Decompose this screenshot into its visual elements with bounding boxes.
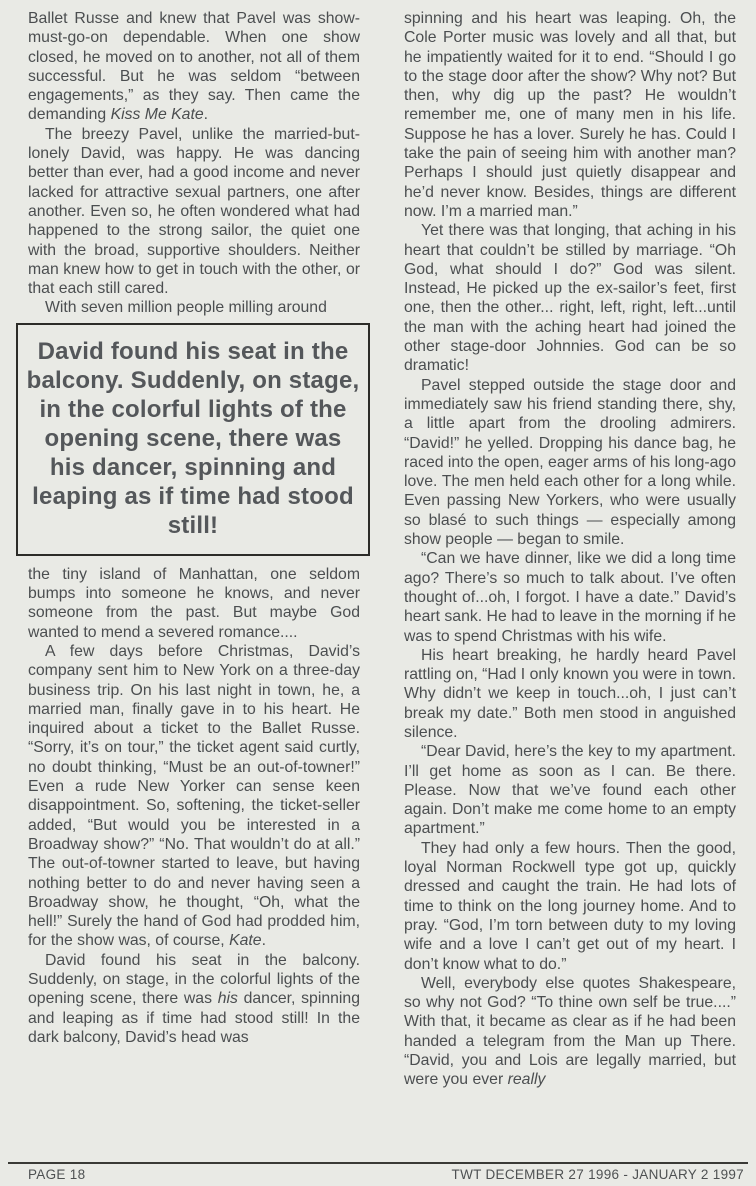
paragraph: the tiny island of Manhattan, one seldom bumps into someone he knows, and never someone from the past. But maybe God wanted to mend a severed romance.... [28, 565, 360, 641]
paragraph: spinning and his heart was leaping. Oh, the Cole Porter music was lovely and all that, but he impatiently waited for it to end. “Should I go to the stage door after the show? Why not? But then, why dig up the past? He wouldn’t remember me, one of many men in his life. Suppose he has a lover. Surely he has. Could I take the pain of seeing him with another man? Perhaps I should just quietly disappear and he’d never know. Besides, things are different now. I’m a married man.” [404, 10, 736, 220]
pull-quote-box [16, 323, 370, 556]
paragraph: They had only a few hours. Then the good, loyal Norman Rockwell type got up, quickly dressed and caught the train. He had lots of time to think on the long journey home. And to pray. “God, I’m torn between duty to my loving wife and a love I can’t get out of my heart. I don’t know what to do.” [404, 839, 736, 973]
paragraph: Yet there was that longing, that aching in his heart that couldn’t be stilled by marriage. “Oh God, what should I do?” God was silent. Instead, He picked up the ex-sailor’s feet, first one, then the other... right, left, right, left...until the man with the aching heart had joined the other stage-door Johnnies. God can be so dramatic! [404, 222, 736, 375]
paragraph: Ballet Russe and knew that Pavel was show-must-go-on dependable. When one show closed, he moved on to another, not all of them successful. But he was seldom “between engagements,” as they say. Then came the demanding Kiss Me Kate. [28, 10, 360, 124]
paragraph: “Dear David, here’s the key to my apartment. I’ll get home as soon as I can. Be there. Please. Now that we’ve found each other again. Don’t make me come home to an empty apartment.” [404, 743, 736, 838]
right-column [404, 9, 736, 1090]
left-column [28, 9, 360, 1090]
issue-date: TWT DECEMBER 27 1996 - JANUARY 2 1997 [451, 1167, 744, 1182]
paragraph: With seven million people milling around [45, 299, 327, 317]
page-footer [8, 1162, 748, 1182]
paragraph: David found his seat in the balcony. Suddenly, on stage, in the colorful lights of the opening scene, there was his dancer, spinning and leaping as if time had stood still! In the dark balcony, David’s head was [28, 951, 360, 1046]
paragraph: Well, everybody else quotes Shakespeare, so why not God? “To thine own self be true....” With that, it became as clear as if he had been handed a telegram from the Man up There. “David, you and Lois are legally married, but were you ever really [404, 974, 736, 1089]
pull-quote-text: David found his seat in the balcony. Suddenly, on stage, in the colorful lights of the opening scene, there was his dancer, spinning and leaping as if time had stood still! [26, 337, 360, 539]
paragraph: The breezy Pavel, unlike the married-but-lonely David, was happy. He was dancing better than ever, had a good income and never lacked for attractive sexual partners, one after another. Even so, he often wondered what had happened to the strong sailor, the quiet one with the broad, supportive shoulders. Neither man knew how to get in touch with the other, or that each still cared. [28, 125, 360, 298]
paragraph: A few days before Christmas, David’s company sent him to New York on a three-day business trip. On his last night in town, he, a married man, finally gave in to his heart. He inquired about a ticket to the Ballet Russe. “Sorry, it’s on tour,” the ticket agent said curtly, no doubt thinking, “Must be an out-of-towner!” Even a rude New Yorker can sense keen disappointment. So, softening, the ticket-seller added, “But would you be interested in a Broadway show?” “No. That wouldn’t do at all.” The out-of-towner started to leave, but having nothing better to do and never having seen a Broadway show, he thought, “Oh, what the hell!” Surely the hand of God had prodded him, for the show was, of course, Kate. [28, 642, 360, 950]
paragraph: His heart breaking, he hardly heard Pavel rattling on, “Had I only known you were in town. Why didn’t we keep in touch...oh, I just can’t break my date.” Both men stood in anguished silence. [404, 646, 736, 741]
paragraph: “Can we have dinner, like we did a long time ago? There’s so much to talk about. I’ve often thought of...oh, I forgot. I have a date.” David’s heart sank. He had to leave in the morning if he was to spend Christmas with his wife. [404, 550, 736, 645]
page-number: PAGE 18 [28, 1167, 86, 1182]
paragraph: Pavel stepped outside the stage door and immediately saw his friend standing there, shy, a little apart from the drooling admirers. “David!” he yelled. Dropping his dance bag, he raced into the open, eager arms of his long-ago love. The men held each other for a long while. Even passing New Yorkers, who were usually so blasé to such things — especially among show people — began to smile. [404, 376, 736, 549]
